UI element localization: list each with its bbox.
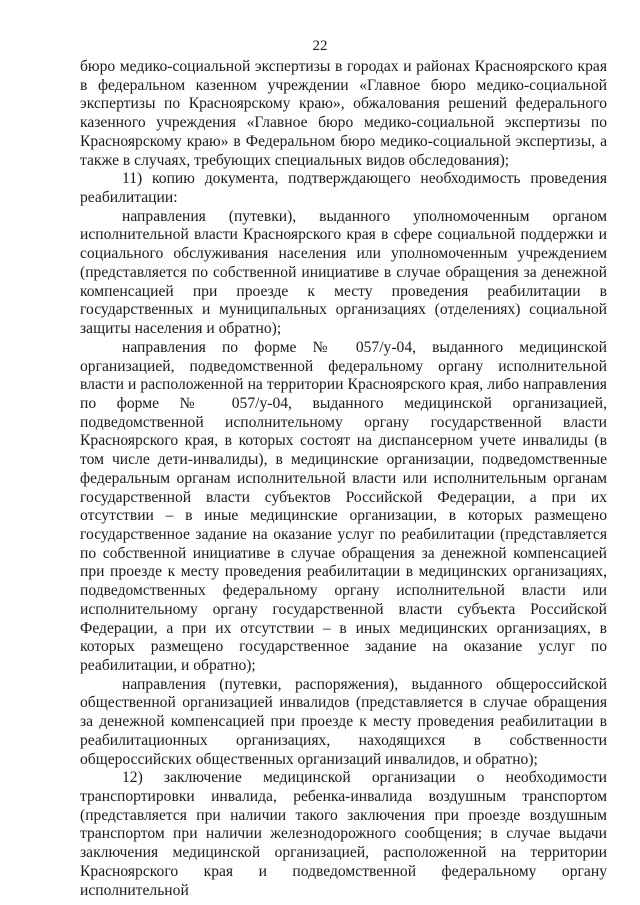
paragraph-referral-form-057: направления по форме № 057/у-04, выданного медицинской организацией, подведомственной федеральному органу исполнительной власти и расположенной на территории Красноярского края, либо направления по форме № 057/у-04, выданного медицинской организацией, подведомственной исполнительному органу государственной власти Красноярского края, в которых состоят на диспансерном учете инвалиды (в том числе дети-инвалиды), в медицинские организации, подведомственные федеральным органам исполнительной власти или исполнительным органам государственной власти субъектов Российской Федерации, а при их отсутствии – в иные медицинские организации, в которых размещено государственное задание на оказание услуг по реабилитации (представляется по собственной инициативе в случае обращения за денежной компенсацией при проезде к месту проведения реабилитации в медицинских организациях, подведомственных федеральному органу исполнительной власти или исполнительному органу государственной власти субъекта Российской Федерации, а при их отсутствии – в иных медицинских организациях, в которых размещено государственное задание на оказание услуг по реабилитации, и обратно); bbox=[80, 338, 607, 674]
document-body bbox=[80, 58, 607, 900]
paragraph-continuation: бюро медико-социальной экспертизы в городах и районах Красноярского края в федеральном казенном учреждении «Главное бюро медико-социальной экспертизы по Красноярскому краю», обжалования решений федерального казенного учреждения «Главное бюро медико-социальной экспертизы по Красноярскому краю» в Федеральном бюро медико-социальной экспертизы, а также в случаях, требующих специальных видов обследования); bbox=[80, 58, 607, 169]
paragraph-item-12: 12) заключение медицинской организации о необходимости транспортировки инвалида, ребенка-инвалида воздушным транспортом (представляется при наличии такого заключения при проезде воздушным транспортом при наличии железнодорожного сообщения; в случае выдачи заключения медицинской организацией, расположенной на территории Красноярского края и подведомственной федеральному органу исполнительной bbox=[80, 769, 607, 899]
paragraph-item-11: 11) копию документа, подтверждающего необходимость проведения реабилитации: bbox=[80, 170, 607, 207]
paragraph-referral-voucher: направления (путевки), выданного уполномоченным органом исполнительной власти Красноярского края в сфере социальной поддержки и социального обслуживания населения или уполномоченным учреждением (представляется по собственной инициативе в случае обращения за денежной компенсацией при проезде к месту проведения реабилитации в государственных и муниципальных организациях (отделениях) социальной защиты населения и обратно); bbox=[80, 207, 607, 338]
paragraph-referral-public-org: направления (путевки, распоряжения), выданного общероссийской общественной организацией инвалидов (представляется в случае обращения за денежной компенсацией при проезде к месту проведения реабилитации в реабилитационных организациях, находящихся в собственности общероссийских общественных организаций инвалидов, и обратно); bbox=[80, 675, 607, 768]
page-number: 22 bbox=[312, 38, 328, 54]
